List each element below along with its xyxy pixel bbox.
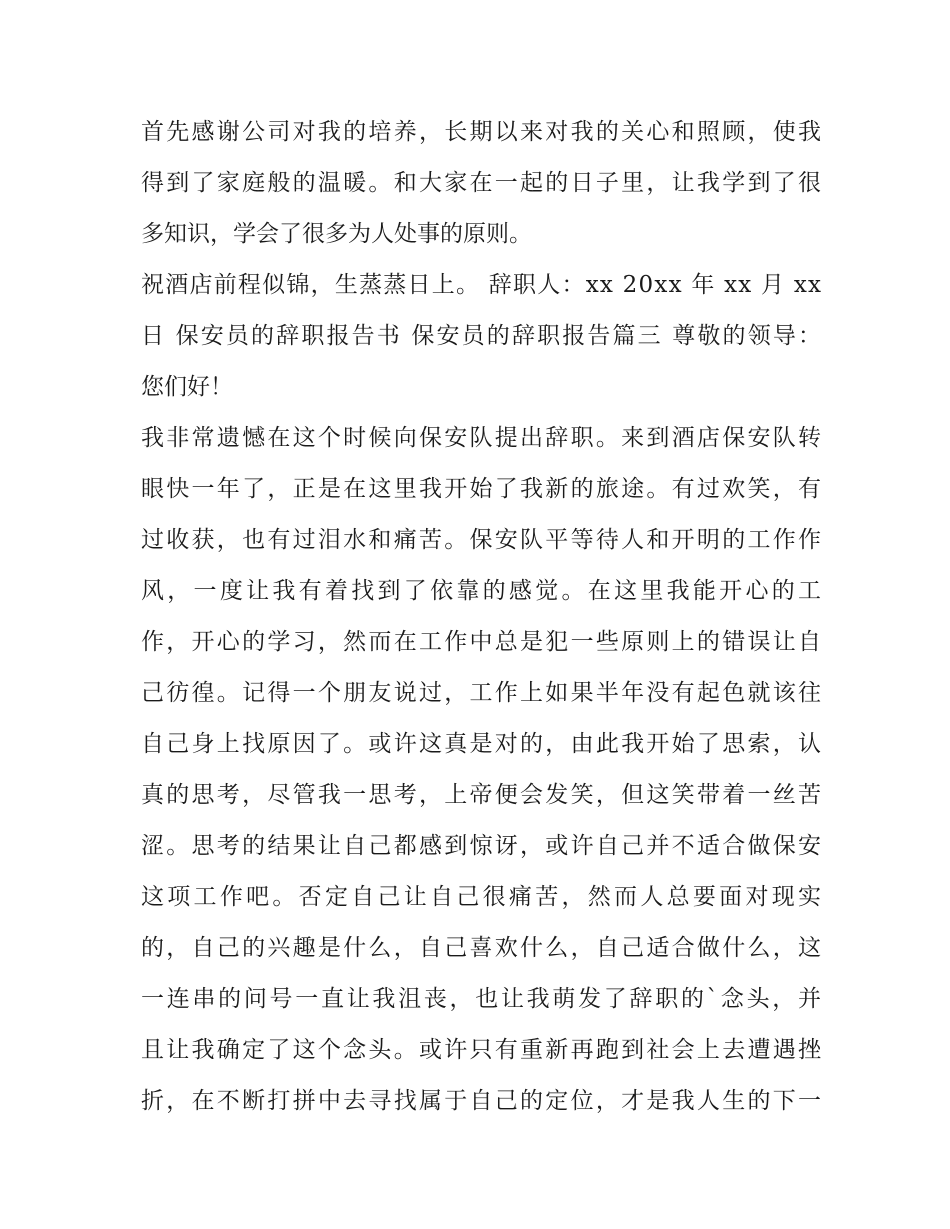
text-line-content: 眼快一年了，正是在这里我开始了我新的旅途。有过欢笑，有 <box>141 476 824 502</box>
text-line-content: 自己身上找原因了。或许这真是对的，由此我开始了思索，认 <box>141 731 824 757</box>
text-line-content: 涩。思考的结果让自己都感到惊讶，或许自己并不适合做保安 <box>141 833 824 859</box>
text-line <box>141 821 824 872</box>
text-line <box>141 107 824 158</box>
text-line <box>141 566 825 617</box>
text-line-content: 祝酒店前程似锦，生蒸蒸日上。 辞职人：xx 20xx 年 xx 月 xx <box>141 272 823 298</box>
text-line <box>141 872 825 923</box>
text-line-content: 的，自己的兴趣是什么，自己喜欢什么，自己适合做什么，这 <box>141 935 824 961</box>
text-line <box>141 719 824 770</box>
text-line-content: 一连串的问号一直让我沮丧，也让我萌发了辞职的`念头，并 <box>141 986 824 1012</box>
text-line <box>141 209 821 260</box>
text-line-content: 多知识，学会了很多为人处事的原则。 <box>141 221 532 247</box>
text-line <box>141 158 824 209</box>
document-body <box>141 107 825 1127</box>
text-line-content: 己彷徨。记得一个朋友说过，工作上如果半年没有起色就该往 <box>141 680 824 706</box>
text-line <box>141 1076 824 1127</box>
text-line <box>141 617 824 668</box>
text-line-content: 首先感谢公司对我的培养，长期以来对我的关心和照顾，使我 <box>141 119 824 145</box>
text-line <box>141 668 824 719</box>
text-line-content: 您们好！ <box>141 374 233 400</box>
text-line-content: 这项工作吧。否定自己让自己很痛苦，然而人总要面对现实 <box>141 884 825 910</box>
text-line <box>141 311 824 362</box>
text-line-content: 作，开心的学习，然而在工作中总是犯一些原则上的错误让自 <box>141 629 824 655</box>
text-line <box>141 362 821 413</box>
text-line <box>141 770 824 821</box>
text-line <box>141 515 824 566</box>
text-line <box>141 923 824 974</box>
text-line <box>141 1025 824 1076</box>
text-line <box>141 974 824 1025</box>
text-line <box>141 413 824 464</box>
text-line-content: 折，在不断打拼中去寻找属于自己的定位，才是我人生的下一 <box>141 1088 824 1114</box>
text-line-content: 风，一度让我有着找到了依靠的感觉。在这里我能开心的工 <box>141 578 825 604</box>
text-line-content: 得到了家庭般的温暖。和大家在一起的日子里，让我学到了很 <box>141 170 824 196</box>
text-line <box>141 464 824 515</box>
text-line-content: 我非常遗憾在这个时候向保安队提出辞职。来到酒店保安队转 <box>141 425 824 451</box>
text-line-content: 过收获，也有过泪水和痛苦。保安队平等待人和开明的工作作 <box>141 527 824 553</box>
text-line <box>141 260 821 311</box>
text-line-content: 且让我确定了这个念头。或许只有重新再跑到社会上去遭遇挫 <box>141 1037 824 1063</box>
text-line-content: 日 保安员的辞职报告书 保安员的辞职报告篇三 尊敬的领导： <box>141 323 824 349</box>
text-line-content: 真的思考，尽管我一思考，上帝便会发笑，但这笑带着一丝苦 <box>141 782 824 808</box>
